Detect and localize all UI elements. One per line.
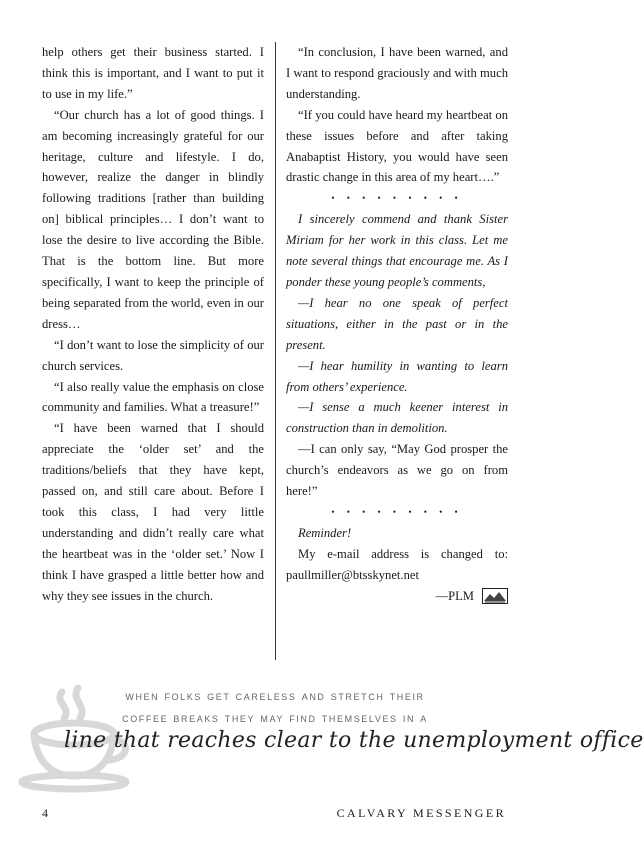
paragraph: “I also really value the emphasis on close community and families. What a treasure!” (42, 379, 264, 415)
mountain-logo-icon (482, 588, 508, 604)
ornament-divider: • • • • • • • • • (331, 506, 463, 517)
left-column (42, 42, 264, 606)
paragraph: My e-mail address is changed to: paullmiller@btsskynet.net (286, 546, 508, 582)
paragraph: —I hear no one speak of perfect situations, either in the past or in the present. (286, 295, 508, 352)
paragraph: —I sense a much keener interest in construction than in demolition. (286, 400, 508, 436)
paragraph: “If you could have heard my heartbeat on these issues before and after taking Anabaptist History, you would have seen drastic change in this area of my heart….” (286, 107, 508, 185)
page-footer (42, 806, 506, 821)
page-number: 4 (42, 806, 48, 820)
paragraph: help others get their business started. I think this is important, and I want to put it to use in my life.” (42, 45, 264, 101)
paragraph: “Our church has a lot of good things. I am becoming increasingly grateful for our heritage, culture and lifestyle. I do, however, realize the danger in blindly following traditions [rather than building on] biblical principles… I don’t want to lose the desire to live according the Bible. That is the bottom line. But more specifically, I want to keep the principle of being separated from the world, even in our dress… (42, 107, 264, 331)
paragraph: —I hear humility in wanting to learn from others’ experience. (286, 358, 508, 394)
publication-title: CALVARY MESSENGER (336, 806, 506, 820)
ornament-divider: • • • • • • • • • (331, 193, 463, 204)
reminder-heading: Reminder! (298, 525, 352, 540)
right-column (286, 42, 508, 606)
signature-row (286, 586, 508, 607)
signature: —PLM (435, 588, 474, 603)
saying-line: when folks get careless and stretch their (125, 688, 425, 703)
saying-line: coffee breaks they may find themselves in a (122, 710, 428, 725)
paragraph: “I have been warned that I should appreciate the ‘older set’ and the traditions/beliefs that they have kept, passed on, and still care about. Before I took this class, I had very little understanding and didn’t really care what the heartbeat was in the ‘older set.’ Now I think I have grasped a little better how and why they see issues in the church. (42, 421, 264, 603)
paragraph: I sincerely commend and thank Sister Miriam for her work in this class. Let me note several things that encourage me. As I ponder these young people’s comments, (286, 212, 508, 289)
paragraph: —I can only say, “May God prosper the church’s endeavors as we go on from here!” (286, 442, 508, 499)
paragraph: “In conclusion, I have been warned, and I want to respond graciously and with much understanding. (286, 45, 508, 101)
column-divider (275, 42, 276, 660)
paragraph: “I don’t want to lose the simplicity of our church services. (42, 337, 264, 373)
saying-script-line: line that reaches clear to the unemployment office (64, 728, 644, 753)
coffee-saying (0, 684, 644, 794)
